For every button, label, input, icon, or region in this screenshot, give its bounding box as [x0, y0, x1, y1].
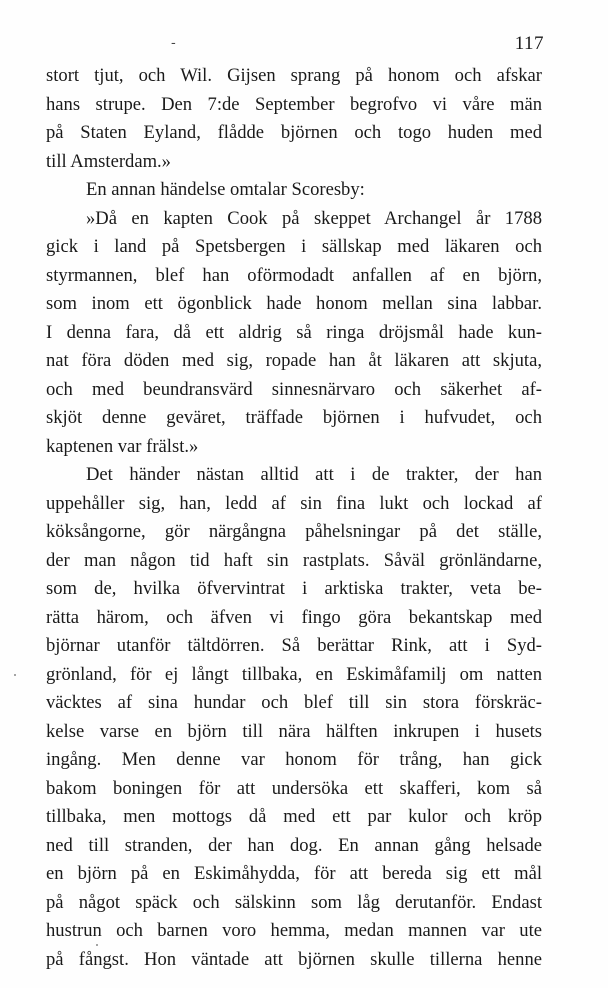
text-line: uppehåller sig, han, ledd af sin fina lukt och lockad af — [46, 492, 542, 514]
text-line: »Då en kapten Cook på skeppet Archangel år 1788 — [86, 207, 542, 229]
text-line: stort tjut, och Wil. Gijsen sprang på honom och afskar — [46, 65, 542, 86]
text-line: der man någon tid haft sin rastplats. Såväl grönländarne, — [46, 549, 542, 571]
text-line: styrmannen, blef han oförmodadt anfallen af en björn, — [46, 264, 542, 286]
body-text — [46, 62, 542, 974]
text-line: ned till stranden, der han dog. En annan gång helsade — [46, 834, 542, 856]
page-number: 117 — [514, 33, 544, 54]
text-line: Det händer nästan alltid att i de trakter, der han — [86, 464, 542, 485]
text-line: kaptenen var frälst.» — [46, 435, 199, 457]
text-line: björnar utanför tältdörren. Så berättar Rink, att i Syd- — [46, 635, 542, 656]
text-line: på fångst. Hon väntade att björnen skulle tillerna henne — [46, 948, 542, 970]
text-line: som de, hvilka öfvervintrat i arktiska trakter, veta be- — [46, 578, 542, 599]
header-mark: - — [171, 35, 176, 51]
text-line: I denna fara, då ett aldrig så ringa dröjsmål hade kun- — [46, 321, 542, 343]
text-line: tillbaka, men mottogs då med ett par kulor och kröp — [46, 806, 542, 827]
text-line: En annan händelse omtalar Scoresby: — [86, 179, 365, 200]
paper-speck — [14, 674, 16, 676]
text-line: skjöt denne geväret, träffade björnen i hufvudet, och — [46, 407, 542, 428]
text-line: bakom boningen för att undersöka ett skafferi, kom så — [46, 777, 542, 799]
text-line: nat föra döden med sig, ropade han åt läkaren att skjuta, — [46, 350, 542, 371]
text-line: hustrun och barnen voro hemma, medan mannen var ute — [46, 920, 542, 941]
text-line: grönland, för ej långt tillbaka, en Eskimåfamilj om natten — [46, 663, 542, 685]
text-line: en björn på en Eskimåhydda, för att bereda sig ett mål — [46, 863, 542, 884]
text-line: hans strupe. Den 7:de September begrofvo vi våre män — [46, 93, 542, 115]
text-line: rätta härom, och äfven vi fingo göra bekantskap med — [46, 606, 542, 628]
text-line: som inom ett ögonblick hade honom mellan sina labbar. — [46, 293, 542, 314]
text-line: köksångorne, gör närgångna påhelsningar på det ställe, — [46, 521, 542, 542]
text-line: gick i land på Spetsbergen i sällskap med läkaren och — [46, 236, 542, 257]
text-line: till Amsterdam.» — [46, 150, 171, 172]
text-line: ingång. Men denne var honom för trång, han gick — [46, 749, 542, 770]
text-line: väcktes af sina hundar och blef till sin stora förskräc- — [46, 692, 542, 713]
text-line: på något späck och sälskinn som låg derutanför. Endast — [46, 891, 542, 913]
paper-speck — [96, 944, 98, 946]
text-line: kelse varse en björn till nära hälften inkrupen i husets — [46, 720, 542, 742]
text-line: och med beundransvärd sinnesnärvaro och säkerhet af- — [46, 378, 542, 400]
text-line: på Staten Eyland, flådde björnen och togo huden med — [46, 122, 542, 143]
